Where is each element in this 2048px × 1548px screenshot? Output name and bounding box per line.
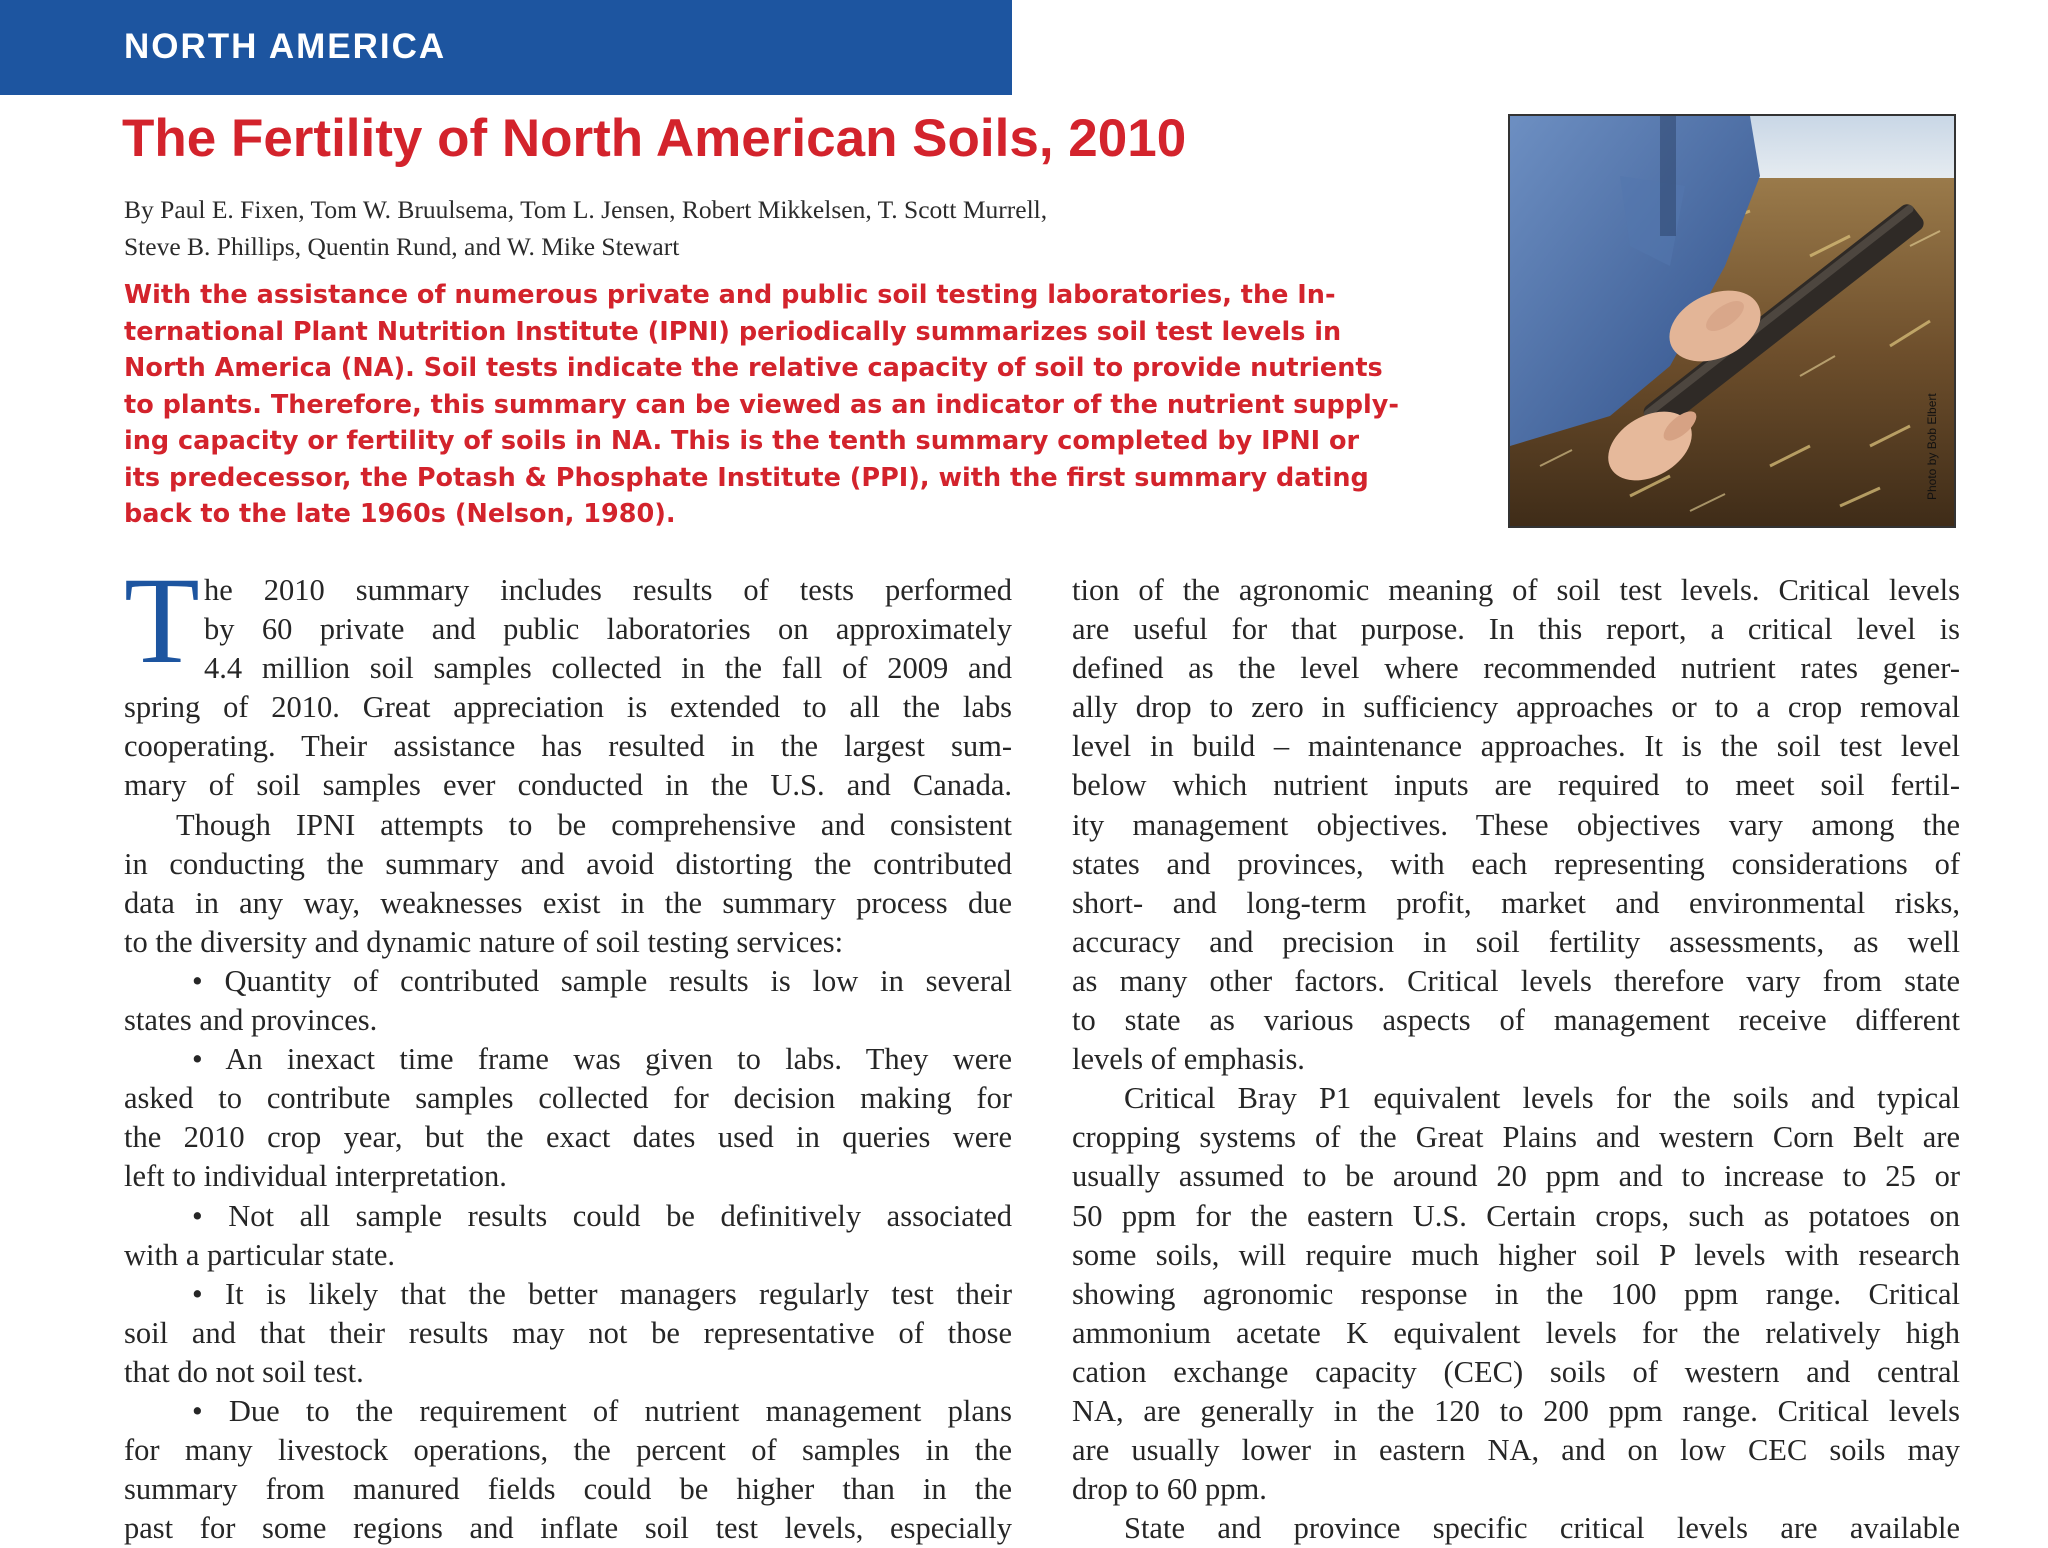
body-line: 50 ppm for the eastern U.S. Certain crops, such as potatoes on [1072, 1198, 1960, 1233]
body-line: with a particular state. [124, 1237, 396, 1272]
body-line: he 2010 summary includes results of tests performed [204, 573, 1012, 607]
body-line: accuracy and precision in soil fertility assessments, as well [1072, 924, 1960, 959]
body-line: short- and long-term profit, market and environmental risks, [1072, 885, 1960, 920]
body-line: that do not soil test. [124, 1354, 364, 1389]
body-line: NA, are generally in the 120 to 200 ppm range. Critical levels [1072, 1393, 1960, 1428]
body-line: in conducting the summary and avoid distorting the contributed [124, 846, 1012, 881]
body-line: by 60 private and public laboratories on approximately [204, 612, 1012, 647]
body-line: the 2010 crop year, but the exact dates used in queries were [124, 1120, 1012, 1155]
bullet-line: • Quantity of contributed sample results is low in several [192, 963, 1012, 998]
body-line: spring of 2010. Great appreciation is extended to all the labs [124, 690, 1012, 725]
body-line: usually assumed to be around 20 ppm and to increase to 25 or [1072, 1159, 1960, 1194]
article-title: The Fertility of North American Soils, 2010 [122, 109, 1187, 168]
section-banner [0, 0, 1012, 95]
body-line: as many other factors. Critical levels therefore vary from state [1072, 963, 1960, 998]
drop-cap: T [124, 552, 200, 689]
body-line: cooperating. Their assistance has resulted in the largest sum- [124, 729, 1012, 764]
abstract-line: to plants. Therefore, this summary can be viewed as an indicator of the nutrient supply- [124, 389, 1399, 420]
body-line: soil and that their results may not be representative of those [124, 1315, 1012, 1350]
body-column-left [124, 552, 1012, 1548]
photo-credit: Photo by Bob Elbert [1925, 393, 1939, 500]
body-line: defined as the level where recommended nutrient rates gener- [1072, 651, 1960, 686]
body-line: to the diversity and dynamic nature of soil testing services: [124, 924, 844, 959]
bullet-line: • Due to the requirement of nutrient management plans [192, 1393, 1012, 1428]
body-line: ally drop to zero in sufficiency approaches or to a crop removal [1072, 690, 1960, 725]
body-line: drop to 60 ppm. [1072, 1472, 1267, 1507]
abstract [124, 277, 1444, 533]
body-line: left to individual interpretation. [124, 1159, 507, 1194]
body-line: summary from manured fields could be higher than in the [124, 1472, 1012, 1507]
body-line: tion of the agronomic meaning of soil test levels. Critical levels [1072, 573, 1960, 607]
body-line: data in any way, weaknesses exist in the summary process due [124, 885, 1012, 920]
body-line: mary of soil samples ever conducted in the U.S. and Canada. [124, 768, 1012, 803]
author-byline [124, 191, 1424, 265]
abstract-line: its predecessor, the Potash & Phosphate Institute (PPI), with the first summary dating [124, 462, 1369, 493]
body-line: cation exchange capacity (CEC) soils of western and central [1072, 1354, 1960, 1389]
body-line: are usually lower in eastern NA, and on low CEC soils may [1072, 1433, 1960, 1468]
author-line: By Paul E. Fixen, Tom W. Bruulsema, Tom L. Jensen, Robert Mikkelsen, T. Scott Murrell, [124, 195, 1048, 224]
body-line: asked to contribute samples collected for decision making for [124, 1081, 1012, 1116]
body-line: are useful for that purpose. In this report, a critical level is [1072, 612, 1960, 647]
body-line: cropping systems of the Great Plains and western Corn Belt are [1072, 1120, 1960, 1155]
body-column-right [1072, 571, 1960, 1548]
bullet-line: • Not all sample results could be definitively associated [192, 1198, 1012, 1233]
soil-probe-photo [1508, 114, 1956, 528]
body-line: for many livestock operations, the percent of samples in the [124, 1433, 1012, 1468]
body-line: Though IPNI attempts to be comprehensive and consistent [176, 807, 1012, 842]
body-line: to state as various aspects of management receive different [1072, 1003, 1960, 1038]
body-line: levels of emphasis. [1072, 1042, 1305, 1077]
photo-illustration [1510, 116, 1954, 526]
body-line: some soils, will require much higher soil P levels with research [1072, 1237, 1960, 1272]
abstract-line: back to the late 1960s (Nelson, 1980). [124, 499, 676, 529]
body-line: ity management objectives. These objectives vary among the [1072, 807, 1960, 842]
body-line: showing agronomic response in the 100 ppm range. Critical [1072, 1276, 1960, 1311]
body-line: State and province specific critical levels are available [1124, 1511, 1960, 1546]
body-line: 4.4 million soil samples collected in the fall of 2009 and [204, 651, 1012, 686]
body-line: states and provinces. [124, 1003, 378, 1038]
body-line: level in build – maintenance approaches. It is the soil test level [1072, 729, 1960, 764]
author-line: Steve B. Phillips, Quentin Rund, and W. Mike Stewart [124, 232, 680, 261]
body-line: states and provinces, with each representing considerations of [1072, 846, 1960, 881]
section-label: NORTH AMERICA [124, 27, 447, 66]
bullet-line: • It is likely that the better managers regularly test their [192, 1276, 1012, 1311]
abstract-line: ing capacity or fertility of soils in NA. This is the tenth summary completed by IPNI or [124, 426, 1360, 456]
body-line: past for some regions and inflate soil test levels, especially [124, 1511, 1012, 1546]
bullet-line: • An inexact time frame was given to labs. They were [192, 1042, 1012, 1077]
body-line: ammonium acetate K equivalent levels for the relatively high [1072, 1315, 1960, 1350]
abstract-line: With the assistance of numerous private and public soil testing laboratories, the In- [124, 280, 1336, 310]
body-line: below which nutrient inputs are required to meet soil fertil- [1072, 768, 1960, 803]
abstract-line: North America (NA). Soil tests indicate the relative capacity of soil to provide nutrients [124, 353, 1383, 383]
abstract-line: ternational Plant Nutrition Institute (IPNI) periodically summarizes soil test levels in [124, 316, 1342, 347]
body-line: Critical Bray P1 equivalent levels for the soils and typical [1124, 1081, 1960, 1116]
